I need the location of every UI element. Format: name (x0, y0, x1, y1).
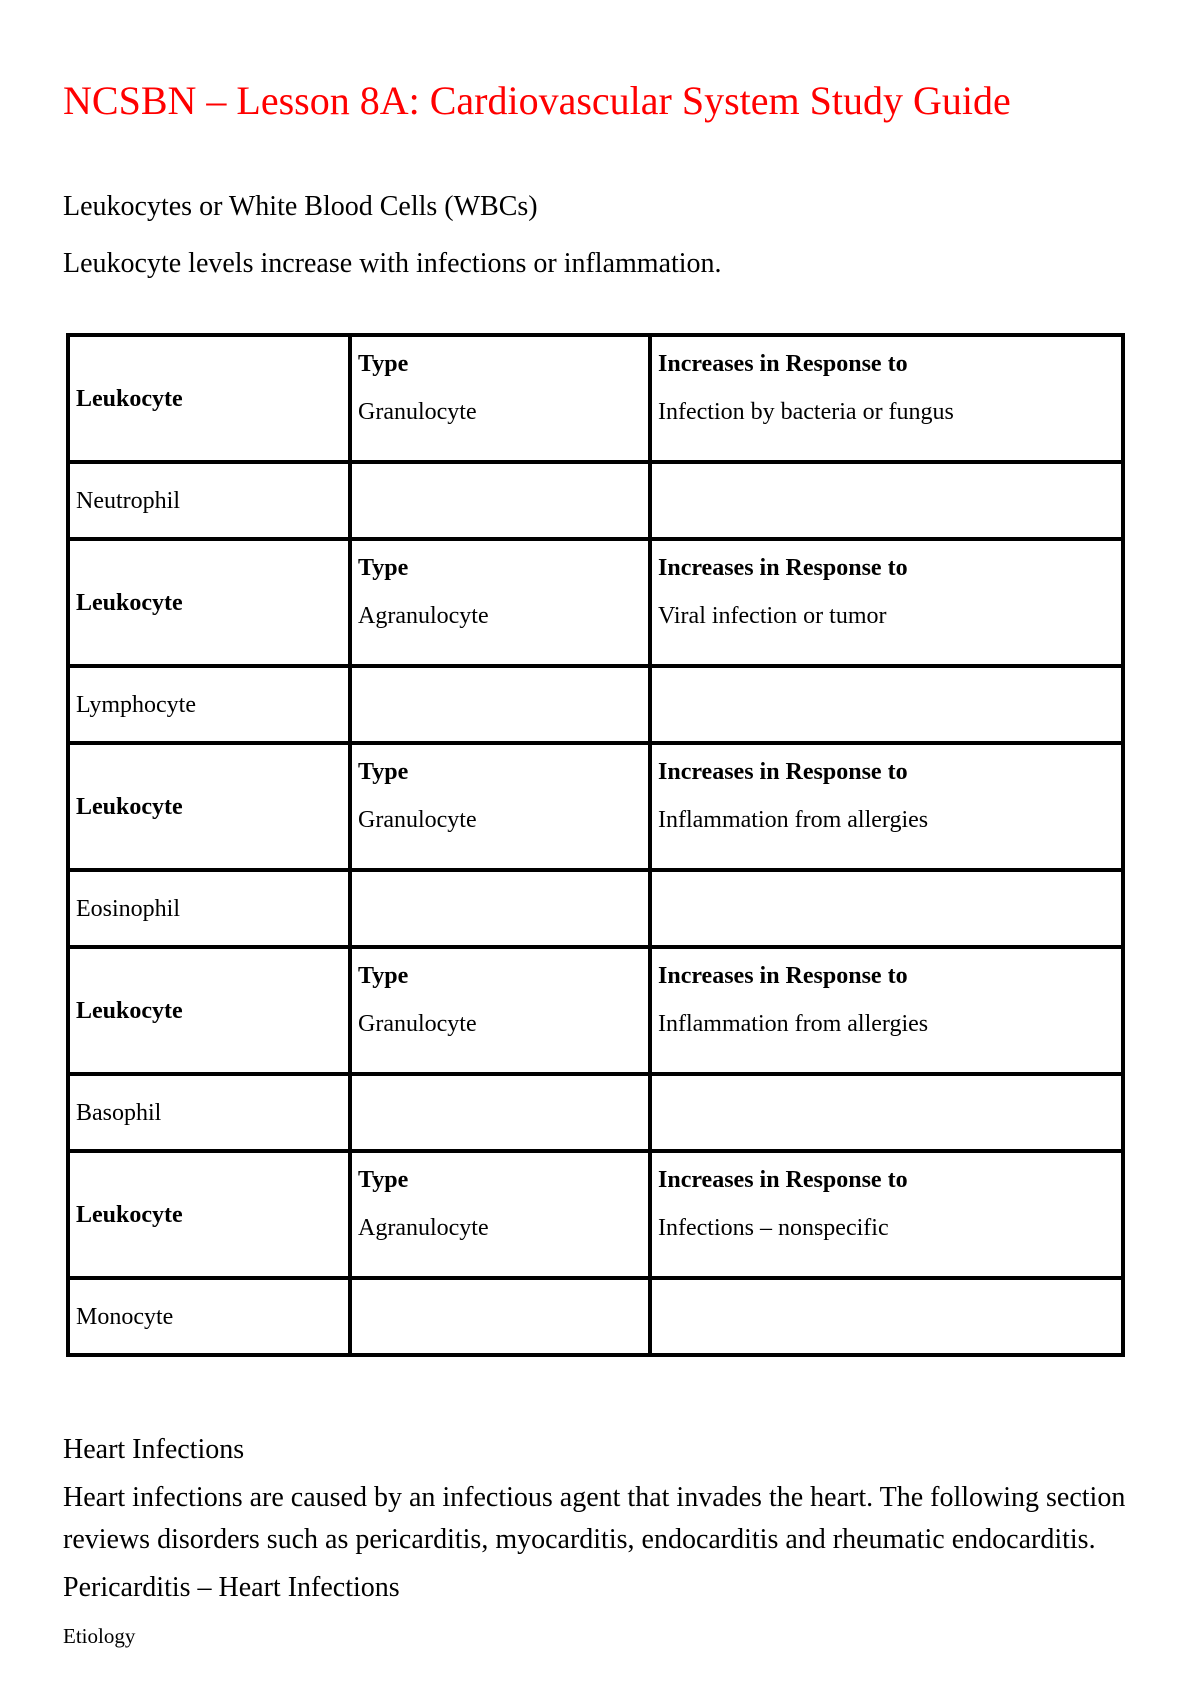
type-header: Type (358, 759, 409, 785)
table-row (68, 1074, 1123, 1151)
type-cell (350, 1151, 650, 1278)
response-header: Increases in Response to (658, 759, 908, 785)
type-cell (350, 539, 650, 666)
type-header: Type (358, 963, 409, 989)
type-value: Granulocyte (358, 1011, 477, 1037)
table-row (68, 335, 1123, 462)
leukocyte-table (66, 333, 1125, 1357)
leukocyte-name-cell: Basophil (68, 1074, 350, 1151)
response-cell (650, 1151, 1123, 1278)
heart-infections-heading: Heart Infections (63, 1434, 245, 1465)
document-title: NCSBN – Lesson 8A: Cardiovascular System Study Guide (63, 78, 1011, 123)
type-header: Type (358, 555, 409, 581)
empty-cell (650, 462, 1123, 539)
empty-cell (650, 870, 1123, 947)
empty-cell (650, 666, 1123, 743)
table-row (68, 1278, 1123, 1355)
response-cell (650, 743, 1123, 870)
response-cell (650, 335, 1123, 462)
type-header: Type (358, 1167, 409, 1193)
empty-cell (350, 666, 650, 743)
group-label-cell: Leukocyte (68, 743, 350, 870)
type-cell (350, 335, 650, 462)
type-value: Agranulocyte (358, 603, 489, 629)
type-header: Type (358, 351, 409, 377)
table-row (68, 743, 1123, 870)
group-label-cell: Leukocyte (68, 1151, 350, 1278)
table-row (68, 462, 1123, 539)
response-header: Increases in Response to (658, 351, 908, 377)
table-row (68, 539, 1123, 666)
empty-cell (650, 1278, 1123, 1355)
table-row (68, 666, 1123, 743)
response-value: Viral infection or tumor (658, 603, 887, 629)
leukocyte-intro-text: Leukocyte levels increase with infections or inflammation. (63, 248, 722, 279)
response-value: Infections – nonspecific (658, 1215, 889, 1241)
etiology-label: Etiology (63, 1624, 136, 1648)
response-header: Increases in Response to (658, 963, 908, 989)
leukocyte-name-cell: Lymphocyte (68, 666, 350, 743)
response-value: Infection by bacteria or fungus (658, 399, 954, 425)
group-label-cell: Leukocyte (68, 335, 350, 462)
type-value: Granulocyte (358, 399, 477, 425)
table-row (68, 947, 1123, 1074)
group-label-cell: Leukocyte (68, 539, 350, 666)
response-header: Increases in Response to (658, 555, 908, 581)
group-label-cell: Leukocyte (68, 947, 350, 1074)
response-cell (650, 539, 1123, 666)
heart-infections-paragraph: Heart infections are caused by an infectious agent that invades the heart. The following section reviews disorders such as pericarditis, myocarditis, endocarditis and rheumatic endocarditis. (63, 1482, 1126, 1555)
response-cell (650, 947, 1123, 1074)
type-value: Agranulocyte (358, 1215, 489, 1241)
leukocyte-name-cell: Monocyte (68, 1278, 350, 1355)
empty-cell (650, 1074, 1123, 1151)
empty-cell (350, 1278, 650, 1355)
type-cell (350, 743, 650, 870)
leukocyte-name-cell: Neutrophil (68, 462, 350, 539)
leukocyte-name-cell: Eosinophil (68, 870, 350, 947)
empty-cell (350, 462, 650, 539)
type-value: Granulocyte (358, 807, 477, 833)
response-value: Inflammation from allergies (658, 1011, 929, 1037)
empty-cell (350, 1074, 650, 1151)
type-cell (350, 947, 650, 1074)
empty-cell (350, 870, 650, 947)
response-value: Inflammation from allergies (658, 807, 929, 833)
response-header: Increases in Response to (658, 1167, 908, 1193)
table-row (68, 870, 1123, 947)
pericarditis-subheading: Pericarditis – Heart Infections (63, 1572, 400, 1603)
leukocyte-section-heading: Leukocytes or White Blood Cells (WBCs) (63, 191, 538, 222)
table-row (68, 1151, 1123, 1278)
